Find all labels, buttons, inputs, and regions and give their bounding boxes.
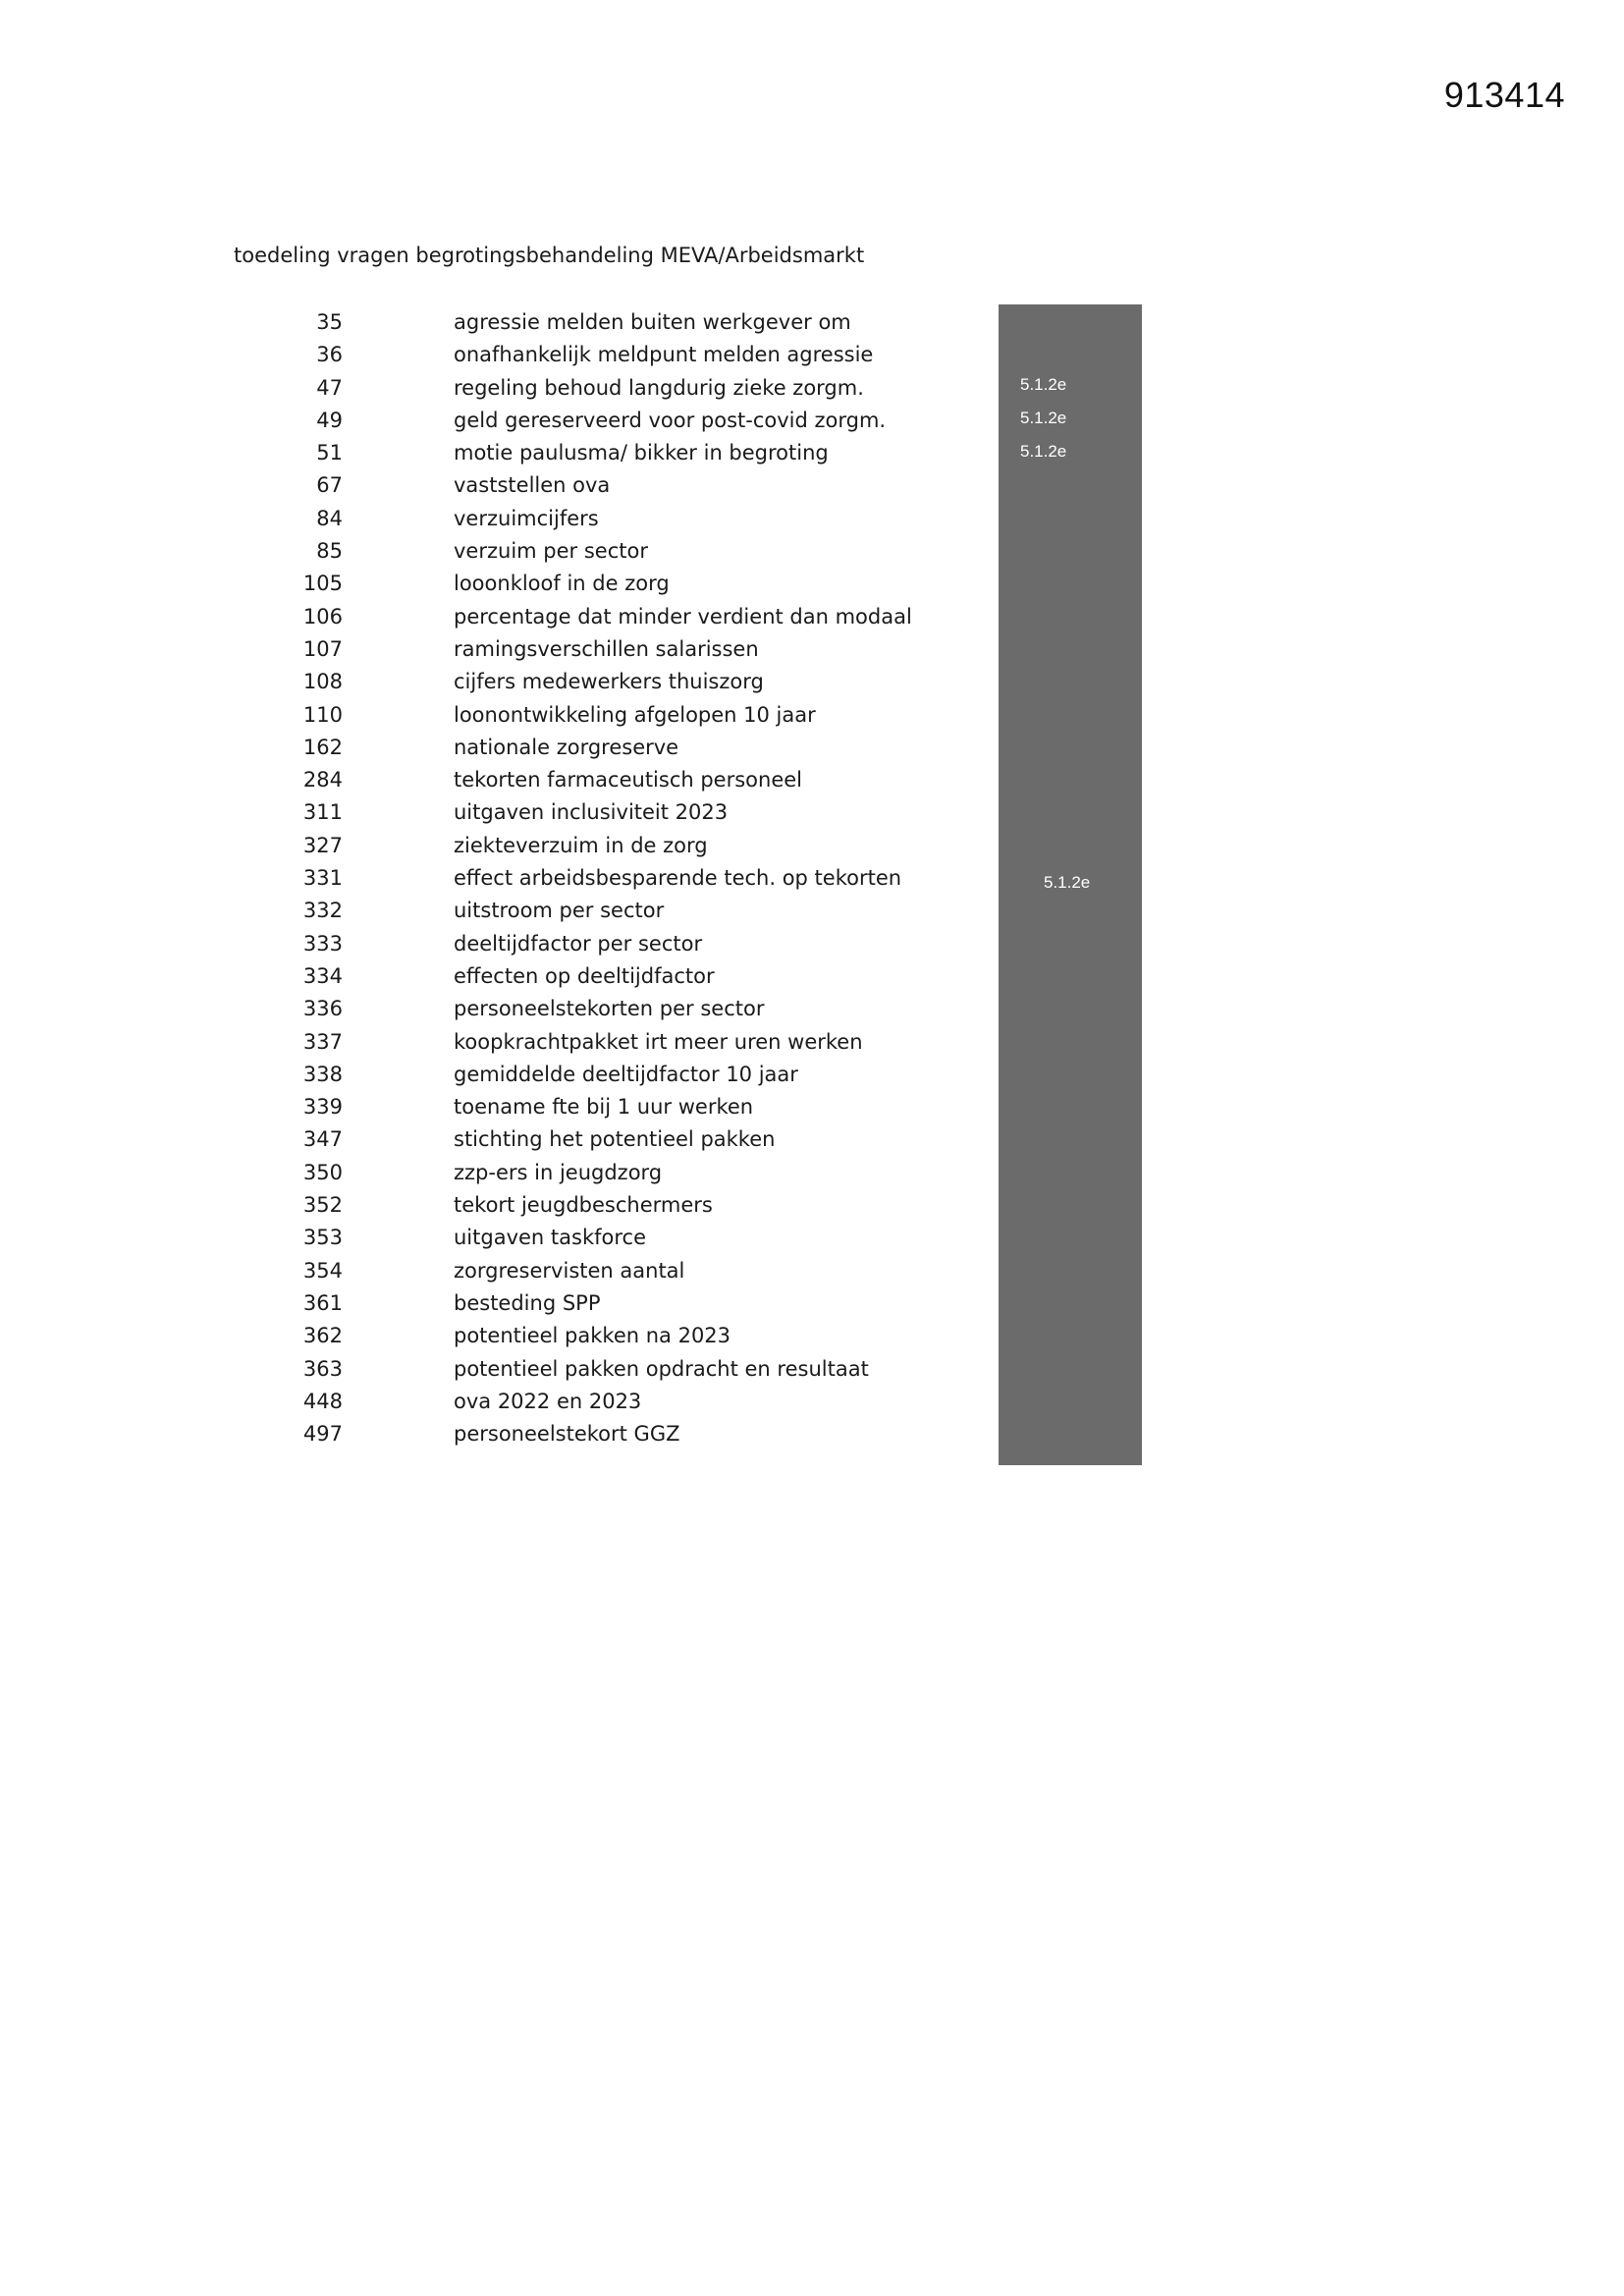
question-row <box>0 405 982 437</box>
question-number: 362 <box>302 1324 343 1348</box>
question-number: 36 <box>316 343 343 367</box>
question-row <box>0 699 982 732</box>
question-number: 110 <box>302 702 343 727</box>
redaction-label: 5.1.2e <box>1020 409 1067 427</box>
question-row <box>0 895 982 927</box>
question-subject: geld gereserveerd voor post-covid zorgm. <box>454 408 887 432</box>
question-row <box>0 469 982 502</box>
question-number: 363 <box>302 1356 343 1381</box>
question-subject: uitgaven taskforce <box>454 1226 646 1250</box>
redaction-label: 5.1.2e <box>1020 442 1067 461</box>
question-number: 105 <box>302 572 343 596</box>
question-subject: ziekteverzuim in de zorg <box>454 833 708 857</box>
question-number: 339 <box>302 1095 343 1120</box>
question-number: 361 <box>302 1290 343 1315</box>
question-row <box>0 306 982 339</box>
question-row <box>0 503 982 535</box>
question-subject: ova 2022 en 2023 <box>454 1389 642 1413</box>
question-number: 448 <box>302 1389 343 1413</box>
question-subject: personeelstekort GGZ <box>454 1422 680 1447</box>
question-subject: uitstroom per sector <box>454 899 665 923</box>
question-row <box>0 339 982 371</box>
question-subject: onafhankelijk meldpunt melden agressie <box>454 343 874 367</box>
question-row <box>0 1255 982 1287</box>
question-row <box>0 666 982 698</box>
question-number: 311 <box>302 800 343 825</box>
question-row <box>0 1287 982 1320</box>
question-row <box>0 1320 982 1352</box>
question-subject: uitgaven inclusiviteit 2023 <box>454 800 729 825</box>
question-number: 334 <box>302 963 343 988</box>
question-subject: cijfers medewerkers thuiszorg <box>454 670 764 694</box>
question-number: 162 <box>302 735 343 759</box>
document-number: 913414 <box>1443 75 1565 115</box>
question-subject: potentieel pakken na 2023 <box>454 1324 731 1348</box>
question-row <box>0 372 982 405</box>
question-subject: loonontwikkeling afgelopen 10 jaar <box>454 702 816 727</box>
document-title: toedeling vragen begrotingsbehandeling MEVA/Arbeidsmarkt <box>234 244 865 267</box>
question-subject: tekorten farmaceutisch personeel <box>454 768 803 793</box>
question-subject: besteding SPP <box>454 1290 601 1315</box>
question-row <box>0 862 982 895</box>
question-subject: gemiddelde deeltijdfactor 10 jaar <box>454 1062 798 1086</box>
question-number: 108 <box>302 670 343 694</box>
question-number: 336 <box>302 997 343 1021</box>
question-row <box>0 601 982 633</box>
question-number: 497 <box>302 1422 343 1447</box>
question-list <box>0 306 982 1450</box>
question-number: 107 <box>302 636 343 661</box>
question-subject: stichting het potentieel pakken <box>454 1127 776 1152</box>
question-subject: percentage dat minder verdient dan modaal <box>454 604 912 629</box>
question-subject: zzp-ers in jeugdzorg <box>454 1160 663 1184</box>
question-number: 284 <box>302 768 343 793</box>
question-subject: regeling behoud langdurig zieke zorgm. <box>454 375 864 400</box>
question-row <box>0 1123 982 1156</box>
question-number: 84 <box>316 506 343 530</box>
question-row <box>0 732 982 764</box>
question-number: 85 <box>316 539 343 564</box>
question-number: 352 <box>302 1193 343 1218</box>
question-subject: toename fte bij 1 uur werken <box>454 1095 754 1120</box>
question-subject: verzuimcijfers <box>454 506 599 530</box>
question-number: 337 <box>302 1029 343 1054</box>
question-row <box>0 1222 982 1254</box>
question-row <box>0 1157 982 1189</box>
question-subject: zorgreservisten aantal <box>454 1258 685 1283</box>
question-row <box>0 928 982 960</box>
question-subject: koopkrachtpakket irt meer uren werken <box>454 1029 863 1054</box>
question-row <box>0 1353 982 1386</box>
question-number: 350 <box>302 1160 343 1184</box>
question-row <box>0 960 982 993</box>
question-subject: deeltijdfactor per sector <box>454 931 703 956</box>
question-row <box>0 535 982 568</box>
question-number: 353 <box>302 1226 343 1250</box>
question-row <box>0 568 982 600</box>
question-number: 333 <box>302 931 343 956</box>
redaction-label: 5.1.2e <box>1044 873 1091 892</box>
question-subject: tekort jeugdbeschermers <box>454 1193 713 1218</box>
question-number: 47 <box>316 375 343 400</box>
redaction-label: 5.1.2e <box>1020 375 1067 394</box>
question-number: 67 <box>316 473 343 498</box>
question-subject: effect arbeidsbesparende tech. op tekorten <box>454 866 902 891</box>
question-subject: personeelstekorten per sector <box>454 997 765 1021</box>
question-number: 347 <box>302 1127 343 1152</box>
question-number: 327 <box>302 833 343 857</box>
question-subject: potentieel pakken opdracht en resultaat <box>454 1356 869 1381</box>
question-number: 49 <box>316 408 343 432</box>
question-number: 332 <box>302 899 343 923</box>
question-subject: looonkloof in de zorg <box>454 572 670 596</box>
question-row <box>0 437 982 469</box>
question-subject: nationale zorgreserve <box>454 735 679 759</box>
question-number: 354 <box>302 1258 343 1283</box>
question-row <box>0 993 982 1025</box>
question-row <box>0 1026 982 1059</box>
question-row <box>0 764 982 796</box>
question-row <box>0 633 982 666</box>
question-subject: agressie melden buiten werkgever om <box>454 310 851 334</box>
question-number: 35 <box>316 310 343 334</box>
question-subject: verzuim per sector <box>454 539 648 564</box>
question-number: 51 <box>316 441 343 465</box>
question-subject: effecten op deeltijdfactor <box>454 963 715 988</box>
question-number: 106 <box>302 604 343 629</box>
question-row <box>0 1418 982 1450</box>
question-number: 338 <box>302 1062 343 1086</box>
question-subject: motie paulusma/ bikker in begroting <box>454 441 829 465</box>
question-row <box>0 1091 982 1123</box>
question-row <box>0 1059 982 1091</box>
question-number: 331 <box>302 866 343 891</box>
question-subject: ramingsverschillen salarissen <box>454 636 759 661</box>
question-row <box>0 1189 982 1222</box>
question-row <box>0 830 982 862</box>
question-row <box>0 796 982 829</box>
question-subject: vaststellen ova <box>454 473 611 498</box>
question-row <box>0 1386 982 1418</box>
